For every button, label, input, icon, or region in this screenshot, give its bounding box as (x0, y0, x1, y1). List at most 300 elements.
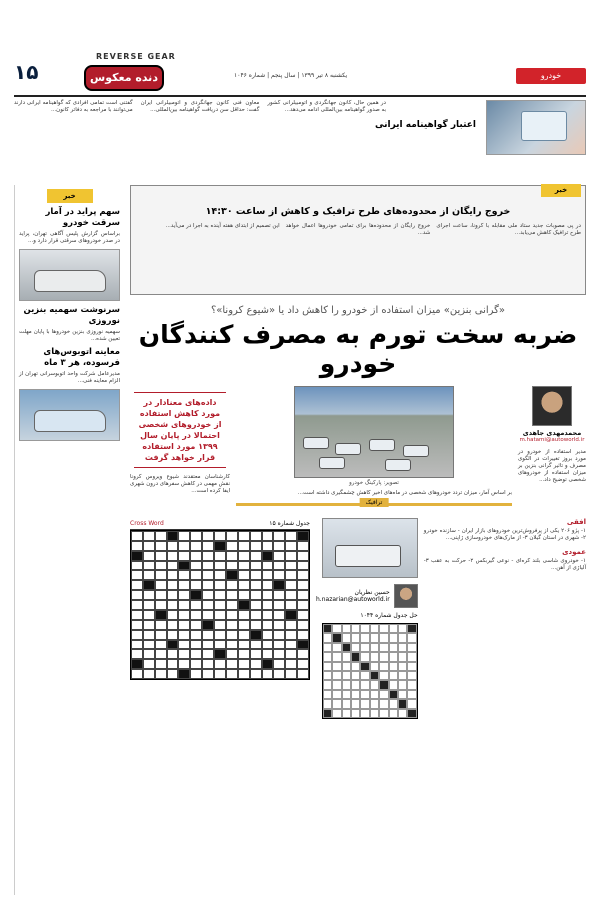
solution-cell (370, 662, 379, 671)
crossword-cell (190, 531, 202, 541)
solution-cell (370, 652, 379, 661)
crossword-cell (143, 649, 155, 659)
solution-cell (389, 671, 398, 680)
solution-cell (332, 662, 341, 671)
crossword-cell (178, 590, 190, 600)
solution-cell (323, 709, 332, 718)
crossword-cell (297, 610, 309, 620)
crossword-cell (155, 640, 167, 650)
crossword-cell (238, 659, 250, 669)
crossword-cell (297, 541, 309, 551)
crossword-cell (131, 551, 143, 561)
crossword-cell (262, 590, 274, 600)
clues-horizontal: ۱- پژو ۲۰۶ یکی از پرفروش‌ترین خودروهای بازار ایران - سازنده خودرو ۲- شهری در استان گیلان ۳- از مارک‌های خودروسازی ژاپنی... (423, 528, 586, 541)
crossword-cell (143, 669, 155, 679)
crossword-cell (155, 659, 167, 669)
article-kicker: «گرانی بنزین» میزان استفاده از خودرو را کاهش داد یا «شیوع کرونا»؟ (210, 305, 506, 316)
crossword-cell (143, 531, 155, 541)
crossword-cell (273, 551, 285, 561)
crossword-cell (297, 659, 309, 669)
solution-cell (342, 643, 351, 652)
crossword-cell (238, 649, 250, 659)
solution-cell (389, 643, 398, 652)
crossword-cell (285, 640, 297, 650)
crossword-cell (226, 649, 238, 659)
crossword-cell (190, 620, 202, 630)
crossword-cell (202, 551, 214, 561)
crossword-cell (143, 570, 155, 580)
solution-cell (360, 633, 369, 642)
crossword-cell (285, 620, 297, 630)
crossword-cell (190, 630, 202, 640)
crossword-cell (273, 659, 285, 669)
author-name: محمدمهدی جاهدی (522, 429, 582, 437)
solution-cell (398, 680, 407, 689)
crossword-cell (190, 659, 202, 669)
crossword-cell (167, 551, 179, 561)
solution-cell (342, 624, 351, 633)
solution-cell (342, 652, 351, 661)
crossword-cell (285, 600, 297, 610)
crossword-cell (226, 659, 238, 669)
solution-cell (323, 699, 332, 708)
solution-cell (360, 680, 369, 689)
crossword-cell (297, 580, 309, 590)
license-card-image (486, 100, 586, 155)
crossword-cell (250, 590, 262, 600)
crossword-cell (155, 610, 167, 620)
solution-cell (351, 643, 360, 652)
solution-cell (360, 624, 369, 633)
crossword-label: Cross Word (130, 520, 164, 527)
crossword-cell (285, 570, 297, 580)
crossword-cell (131, 561, 143, 571)
crossword-cell (190, 610, 202, 620)
crossword-author-email: h.nazarian@autoworld.ir (316, 596, 390, 603)
crossword-cell (273, 590, 285, 600)
solution-cell (407, 690, 416, 699)
solution-cell (323, 690, 332, 699)
crossword-cell (285, 561, 297, 571)
solution-cell (351, 671, 360, 680)
page-header (14, 50, 586, 94)
crossword-cell (131, 630, 143, 640)
crossword-cell (167, 630, 179, 640)
crossword-cell (273, 669, 285, 679)
author-column (518, 386, 586, 512)
solution-cell (351, 680, 360, 689)
crossword-cell (178, 580, 190, 590)
crossword-cell (214, 580, 226, 590)
solution-cell (370, 690, 379, 699)
crossword-cell (238, 590, 250, 600)
crossword-cell (202, 580, 214, 590)
crossword-cell (297, 570, 309, 580)
crossword-cell (178, 610, 190, 620)
crossword-cell (155, 649, 167, 659)
crossword-cell (167, 649, 179, 659)
crossword-cell (273, 640, 285, 650)
crossword-cell (250, 541, 262, 551)
crossword-cell (155, 669, 167, 679)
sidebar-title: سهم پراید در آمار سرقت خودرو (45, 207, 120, 228)
crossword-cell (190, 669, 202, 679)
crossword-cell (202, 590, 214, 600)
crossword-cell (167, 600, 179, 610)
brand-logo: خودرو (516, 68, 586, 84)
crossword-cell (250, 580, 262, 590)
crossword-cell (155, 561, 167, 571)
solution-cell (360, 643, 369, 652)
article-text: کارشناسان معتقدند شیوع ویروس کرونا نقش مهمی در کاهش سفرهای درون شهری ایفا کرده است... (130, 474, 230, 494)
crossword-cell (262, 570, 274, 580)
solution-cell (398, 709, 407, 718)
crossword-cell (226, 570, 238, 580)
solution-cell (332, 699, 341, 708)
crossword-cell (143, 561, 155, 571)
crossword-cell (273, 580, 285, 590)
solution-cell (398, 671, 407, 680)
crossword-cell (226, 640, 238, 650)
news-title: خروج رایگان از محدوده‌های طرح ترافیک و کاهش از ساعت ۱۴:۳۰ (205, 206, 511, 217)
crossword-clues (424, 518, 586, 719)
solution-cell (379, 633, 388, 642)
solution-cell (389, 699, 398, 708)
solution-grid (322, 623, 418, 719)
crossword-cell (250, 570, 262, 580)
solution-cell (351, 652, 360, 661)
crossword-car-image (322, 518, 418, 578)
crossword-cell (155, 600, 167, 610)
crossword-cell (250, 669, 262, 679)
solution-cell (398, 643, 407, 652)
crossword-cell (202, 541, 214, 551)
crossword-cell (226, 551, 238, 561)
crossword-cell (273, 600, 285, 610)
solution-cell (370, 624, 379, 633)
sidebar-bus-image (19, 389, 120, 441)
crossword-cell (131, 541, 143, 551)
crossword-cell (250, 600, 262, 610)
solution-cell (342, 633, 351, 642)
solution-cell (360, 699, 369, 708)
separator-label: ترافیک (360, 498, 389, 507)
crossword-cell (190, 649, 202, 659)
crossword-cell (262, 600, 274, 610)
article-body (130, 386, 586, 512)
page-number: ۱۵ (14, 60, 39, 84)
solution-cell (379, 624, 388, 633)
crossword-cell (190, 640, 202, 650)
solution-cell (360, 652, 369, 661)
solution-cell (342, 690, 351, 699)
solution-cell (370, 699, 379, 708)
crossword-cell (202, 649, 214, 659)
solution-cell (360, 709, 369, 718)
news-col: در پی مصوبات جدید ستاد ملی مقابله با کرونا، ساعت اجرای طرح ترافیک کاهش می‌یابد... (436, 223, 581, 236)
pull-quote: داده‌های معنادار در مورد کاهش استفاده از خودروهای شخصی احتمالا در پایان سال ۱۳۹۹ مورد استفاده قرار خواهد گرفت (134, 392, 226, 468)
solution-cell (379, 671, 388, 680)
crossword-cell (202, 630, 214, 640)
crossword-cell (214, 659, 226, 669)
crossword-cell (214, 531, 226, 541)
crossword-cell (178, 669, 190, 679)
crossword-cell (143, 640, 155, 650)
crossword-cell (250, 551, 262, 561)
crossword-cell (214, 600, 226, 610)
solution-cell (379, 709, 388, 718)
crossword-cell (214, 570, 226, 580)
crossword-cell (202, 659, 214, 669)
crossword-cell (262, 610, 274, 620)
crossword-cell (297, 561, 309, 571)
photo-caption: تصویر: پارکینگ خودرو (349, 480, 399, 486)
solution-cell (398, 633, 407, 642)
crossword-cell (178, 620, 190, 630)
author-avatar (532, 386, 572, 426)
crossword-cell (262, 630, 274, 640)
crossword-cell (262, 551, 274, 561)
solution-cell (323, 671, 332, 680)
solution-cell (389, 680, 398, 689)
crossword-cell (214, 590, 226, 600)
crossword-author (316, 584, 418, 608)
crossword-cell (155, 630, 167, 640)
crossword-cell (178, 561, 190, 571)
solution-cell (342, 699, 351, 708)
crossword-cell (285, 669, 297, 679)
crossword-cell (131, 640, 143, 650)
crossword-cell (190, 590, 202, 600)
crossword-cell (273, 570, 285, 580)
solution-cell (379, 662, 388, 671)
crossword-cell (238, 570, 250, 580)
crossword-cell (297, 649, 309, 659)
crossword-cell (262, 541, 274, 551)
crossword-cell (250, 561, 262, 571)
crossword-cell (202, 570, 214, 580)
sidebar-car-image (19, 249, 120, 301)
top-col: در همین حال، کانون جهانگردی و اتومبیلرانی کشور به صدور گواهینامه بین‌المللی ادامه می‌دهد... (267, 100, 386, 113)
crossword-cell (297, 551, 309, 561)
solution-cell (360, 671, 369, 680)
solution-cell (332, 652, 341, 661)
crossword-cell (238, 640, 250, 650)
crossword-cell (143, 620, 155, 630)
crossword-cell (297, 620, 309, 630)
crossword-cell (273, 630, 285, 640)
crossword-title: جدول شماره ۱۵ (269, 520, 310, 527)
crossword-cell (167, 620, 179, 630)
crossword-cell (167, 541, 179, 551)
crossword-cell (226, 541, 238, 551)
solution-cell (379, 652, 388, 661)
crossword-cell (143, 590, 155, 600)
solution-cell (342, 680, 351, 689)
crossword-cell (262, 561, 274, 571)
crossword-cell (238, 630, 250, 640)
crossword-cell (250, 531, 262, 541)
crossword-cell (155, 531, 167, 541)
crossword-cell (238, 531, 250, 541)
crossword-cell (250, 620, 262, 630)
solution-cell (370, 633, 379, 642)
dateline: یکشنبه ۸ تیر ۱۳۹۹ | سال پنجم | شماره ۱۰۴۶ (234, 72, 348, 79)
crossword-cell (226, 620, 238, 630)
news-columns (135, 223, 581, 237)
news-box (130, 185, 586, 295)
crossword-cell (226, 531, 238, 541)
crossword-cell (297, 669, 309, 679)
crossword-cell (214, 541, 226, 551)
crossword-cell (262, 580, 274, 590)
crossword-cell (155, 580, 167, 590)
crossword-cell (178, 531, 190, 541)
solution-cell (370, 680, 379, 689)
crossword-cell (178, 541, 190, 551)
crossword-cell (297, 600, 309, 610)
crossword-cell (178, 600, 190, 610)
solution-cell (379, 643, 388, 652)
solution-cell (332, 643, 341, 652)
crossword-cell (238, 610, 250, 620)
quote-column (130, 386, 230, 512)
top-col: معاون فنی کانون جهانگردی و اتومبیلرانی ایران گفت: حداقل سن دریافت گواهینامه بین‌المللی... (140, 100, 260, 113)
crossword-cell (250, 610, 262, 620)
crossword-cell (285, 580, 297, 590)
crossword-cell (167, 669, 179, 679)
crossword-cell (143, 630, 155, 640)
crossword-cell (178, 551, 190, 561)
solution-cell (323, 624, 332, 633)
solution-cell (407, 662, 416, 671)
sidebar-tag: خبر (47, 189, 93, 203)
article-text: بر اساس آمار، میزان تردد خودروهای شخصی در ماه‌های اخیر کاهش چشمگیری داشته است... (297, 490, 512, 496)
solution-label: حل جدول شماره ۱۰۴۴ (360, 612, 418, 619)
crossword-cell (238, 541, 250, 551)
crossword-cell (262, 640, 274, 650)
crossword-cell (238, 580, 250, 590)
section-logo: دنده معکوس (84, 65, 164, 91)
clues-horizontal-title: افقی (566, 518, 586, 526)
crossword-cell (167, 580, 179, 590)
solution-cell (332, 624, 341, 633)
main-column (130, 185, 586, 895)
crossword-cell (167, 570, 179, 580)
section-english-label: REVERSE GEAR (96, 52, 176, 61)
crossword-cell (226, 630, 238, 640)
crossword-cell (131, 570, 143, 580)
article-headline: ضربه سخت تورم به مصرف کنندگان خودرو (138, 320, 578, 378)
top-info-title: اعتبار گواهینامه ایرانی (375, 120, 476, 130)
crossword-cell (273, 561, 285, 571)
crossword-cell (155, 570, 167, 580)
top-col: گفتنی است تمامی افرادی که گواهینامه ایرانی دارند می‌توانند با مراجعه به دفاتر کانون... (13, 100, 133, 113)
solution-cell (407, 671, 416, 680)
crossword-cell (285, 610, 297, 620)
crossword-cell (131, 659, 143, 669)
solution-cell (351, 709, 360, 718)
author-email: m.hatami@autoworld.ir (519, 437, 585, 443)
solution-cell (332, 671, 341, 680)
solution-cell (389, 633, 398, 642)
crossword-cell (190, 580, 202, 590)
crossword-cell (155, 551, 167, 561)
solution-cell (332, 633, 341, 642)
solution-cell (398, 652, 407, 661)
crossword-cell (273, 610, 285, 620)
crossword-cell (167, 659, 179, 669)
crossword-cell (214, 669, 226, 679)
solution-cell (342, 709, 351, 718)
crossword-cell (250, 649, 262, 659)
solution-cell (407, 652, 416, 661)
solution-cell (323, 652, 332, 661)
crossword-cell (297, 531, 309, 541)
crossword-cell (238, 669, 250, 679)
news-col: این تصمیم از ابتدای هفته آینده به اجرا در می‌آید... (165, 223, 280, 229)
solution-cell (323, 662, 332, 671)
crossword-cell (131, 610, 143, 620)
solution-cell (407, 680, 416, 689)
solution-cell (323, 633, 332, 642)
crossword-cell (238, 551, 250, 561)
solution-cell (389, 709, 398, 718)
crossword-cell (155, 620, 167, 630)
crossword-cell (226, 600, 238, 610)
crossword-cell (285, 541, 297, 551)
sidebar (14, 185, 124, 895)
crossword-cell (250, 659, 262, 669)
crossword-cell (250, 640, 262, 650)
crossword-cell (167, 640, 179, 650)
solution-cell (351, 662, 360, 671)
solution-cell (323, 643, 332, 652)
solution-cell (351, 690, 360, 699)
crossword-cell (178, 649, 190, 659)
crossword-cell (285, 630, 297, 640)
solution-cell (360, 662, 369, 671)
crossword-cell (143, 610, 155, 620)
crossword-cell (297, 640, 309, 650)
crossword-cell (226, 590, 238, 600)
crossword-cell (285, 531, 297, 541)
header-rule (14, 95, 586, 97)
crossword-cell (190, 600, 202, 610)
solution-cell (379, 680, 388, 689)
solution-cell (389, 624, 398, 633)
news-col: خروج رایگان از محدوده‌ها برای تمامی خودروها اعمال خواهد شد... (285, 223, 431, 236)
crossword-cell (167, 531, 179, 541)
crossword-cell (143, 580, 155, 590)
crossword-cell (214, 561, 226, 571)
solution-cell (398, 699, 407, 708)
crossword-cell (178, 659, 190, 669)
crossword-cell (285, 659, 297, 669)
author-block (518, 386, 586, 443)
crossword-cell (285, 649, 297, 659)
crossword-cell (202, 620, 214, 630)
solution-cell (407, 709, 416, 718)
solution-cell (379, 699, 388, 708)
crossword-cell (202, 600, 214, 610)
crossword-cell (238, 561, 250, 571)
solution-cell (398, 662, 407, 671)
solution-cell (407, 624, 416, 633)
crossword-section (130, 518, 586, 719)
crossword-cell (273, 649, 285, 659)
crossword-author-avatar (394, 584, 418, 608)
